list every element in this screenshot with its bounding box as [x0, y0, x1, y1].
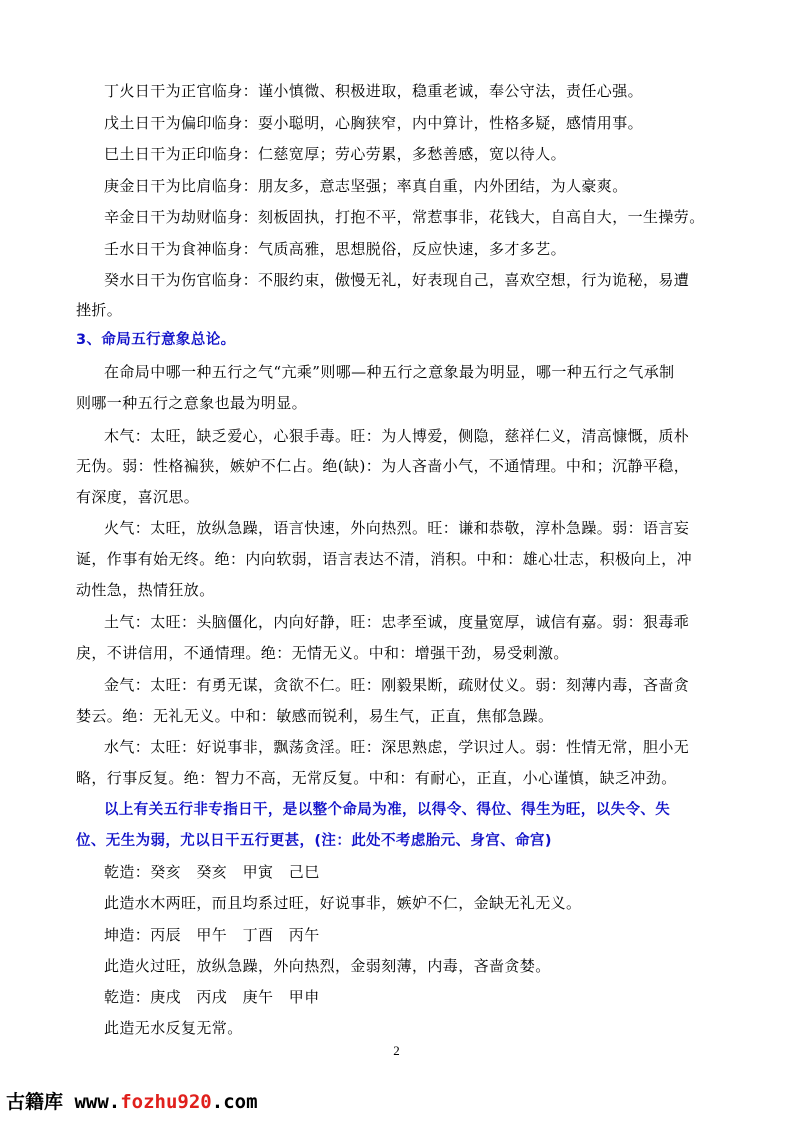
- text-line: 略，行事反复。绝：智力不高，无常反复。中和：有耐心，正直，小心谨慎，缺乏冲劲。: [76, 769, 677, 787]
- chart-pillars-line: 乾造：癸亥 癸亥 甲寅 己巳: [104, 863, 320, 881]
- text-line: 此造水木两旺，而且均系过旺，好说事非，嫉妒不仁，金缺无礼无义。: [104, 894, 582, 912]
- text-line: 木气：太旺，缺乏爱心，心狠手毒。旺：为人博爱，侧隐，慈祥仁义，清高慷慨，质朴: [104, 427, 690, 445]
- text-line: 动性急，热情狂放。: [76, 581, 215, 599]
- text-line: 戾，不讲信用，不通情理。绝：无情无义。中和：增强干劲，易受刺激。: [76, 644, 569, 662]
- text-line: 此造无水反复无常。: [104, 1019, 243, 1037]
- text-line: 挫折。: [76, 301, 123, 319]
- watermark-site-name: 古籍库: [6, 1091, 64, 1113]
- text-line: 诞，作事有始无终。绝：内向软弱，语言表达不清，消积。中和：雄心壮志，积极向上，冲: [76, 550, 693, 568]
- text-line: 金气：太旺：有勇无谋，贪欲不仁。旺：刚毅果断，疏财仗义。弱：刻薄内毒，吝啬贪: [104, 676, 690, 694]
- text-line: 在命局中哪一种五行之气“亢乘”则哪—种五行之意象最为明显，哪一种五行之气承制: [104, 363, 675, 381]
- section-heading: 3、命局五行意象总论。: [76, 332, 236, 348]
- text-line: 戊土日干为偏印临身：耍小聪明，心胸狭窄，内中算计，性格多疑，感情用事。: [104, 114, 644, 132]
- text-line: 庚金日干为比肩临身：朋友多，意志坚强；率真自重，内外团结，为人豪爽。: [104, 177, 628, 195]
- text-line: 癸水日干为伤官临身：不服约束，傲慢无礼，好表现自己，喜欢空想，行为诡秘，易遭: [104, 271, 690, 289]
- emphasis-line: 位、无生为弱，尤以日干五行更甚，(注：此处不考虑胎元、身宫、命宫): [76, 833, 552, 849]
- emphasis-line: 以上有关五行非专指日干，是以整个命局为准，以得令、得位、得生为旺，以失令、失: [104, 802, 671, 818]
- text-line: 土气：太旺：头脑僵化，内向好静，旺：忠孝至诚，度量宽厚，诚信有嘉。弱：狠毒乖: [104, 613, 690, 631]
- text-line: 火气：太旺，放纵急躁，语言快速，外向热烈。旺：谦和恭敬，淳朴急躁。弱：语言妄: [104, 519, 690, 537]
- watermark-tld: .com: [211, 1091, 258, 1113]
- text-line: 此造火过旺，放纵急躁，外向热烈，金弱刻薄，内毒，吝啬贪婪。: [104, 957, 551, 975]
- text-line: 壬水日干为食神临身：气质高雅，思想脱俗，反应快速，多才多艺。: [104, 240, 567, 258]
- page-number: 2: [393, 1043, 400, 1058]
- watermark-domain: fozhu920: [120, 1091, 212, 1113]
- site-watermark: [6, 1085, 258, 1119]
- text-line: 辛金日干为劫财临身：刻板固执，打抱不平，常惹事非，花钱大，自高自大，一生操劳。: [104, 208, 705, 226]
- text-line: 无伪。弱：性格褊狭，嫉妒不仁占。绝(缺)：为人吝啬小气，不通情理。中和；沉静平稳，: [76, 457, 690, 475]
- text-line: 则哪一种五行之意象也最为明显。: [76, 394, 308, 412]
- text-line: 婪云。绝：无礼无义。中和：敏感而锐利，易生气，正直，焦郁急躁。: [76, 707, 554, 725]
- text-line: 水气：太旺：好说事非，飘荡贪淫。旺：深思熟虑，学识过人。弱：性情无常，胆小无: [104, 738, 690, 756]
- chart-pillars-line: 坤造：丙辰 甲午 丁酉 丙午: [104, 926, 320, 944]
- text-line: 有深度，喜沉思。: [76, 488, 200, 506]
- chart-pillars-line: 乾造：庚戌 丙戌 庚午 甲申: [104, 988, 320, 1006]
- text-line: 丁火日干为正官临身：谨小慎微、积极进取，稳重老诚，奉公守法，责任心强。: [104, 82, 644, 100]
- text-line: 巳土日干为正印临身：仁慈宽厚；劳心劳累，多愁善感，宽以待人。: [104, 145, 567, 163]
- watermark-www: www.: [74, 1091, 121, 1113]
